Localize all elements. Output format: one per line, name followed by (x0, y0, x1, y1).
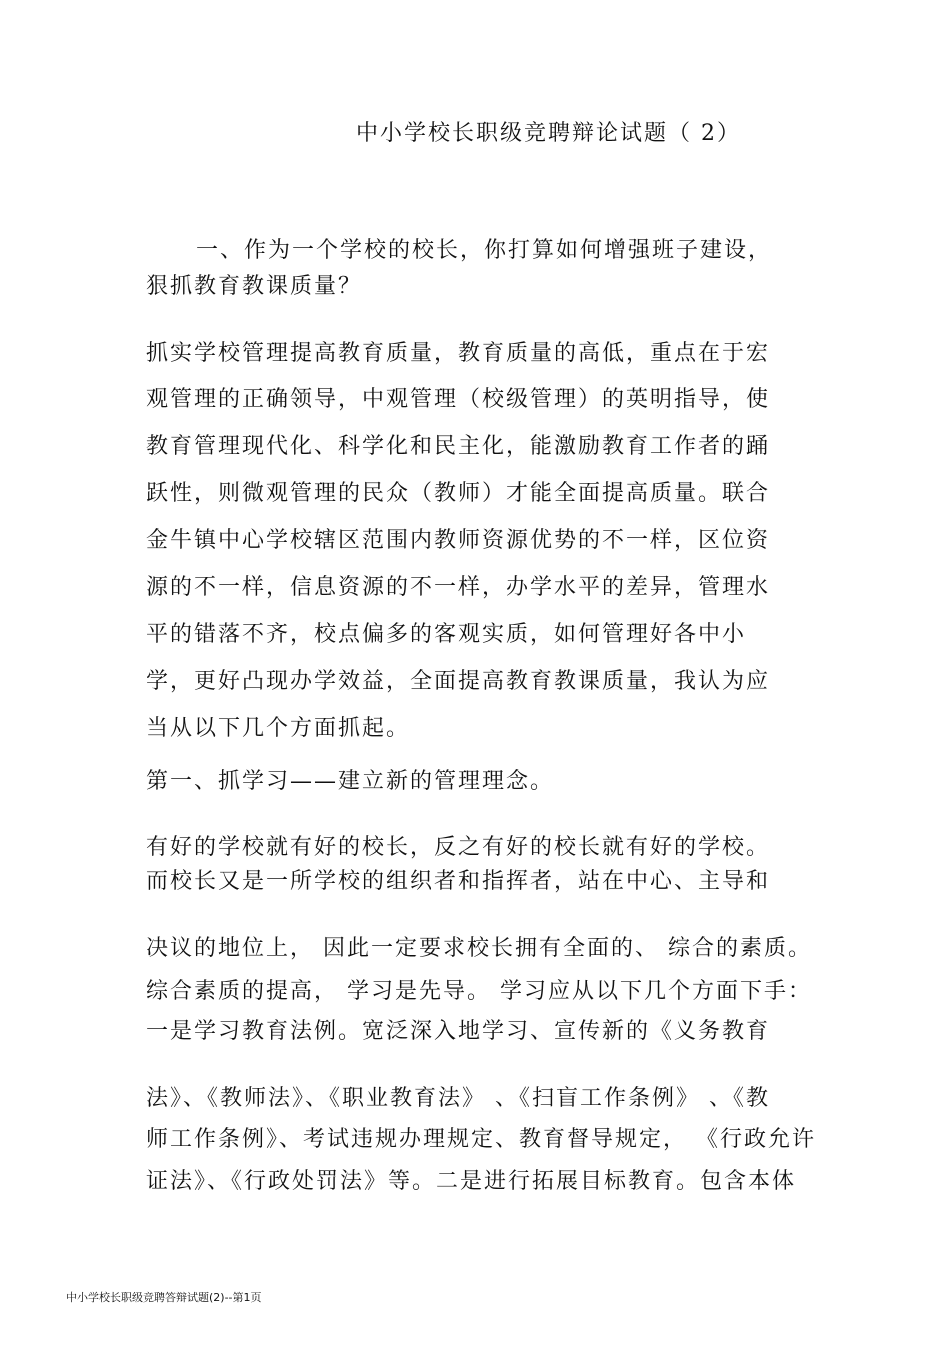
paragraph1-line-2: 观管理的正确领导，中观管理（校级管理）的英明指导，使 (146, 387, 771, 412)
question-line-2: 狠抓教育教课质量？ (146, 274, 363, 299)
paragraph1-line-5: 金牛镇中心学校辖区范围内教师资源优势的不一样，区位资 (146, 528, 771, 553)
paragraph1-line-4: 跃性，则微观管理的民众（教师）才能全面提高质量。联合 (146, 481, 771, 506)
paragraph1-line-1: 抓实学校管理提高教育质量，教育质量的高低，重点在于宏 (146, 341, 771, 366)
paragraph3-line-1: 决议的地位上， 因此一定要求校长拥有全面的、 综合的素质。 (146, 936, 812, 961)
paragraph3-line-2: 综合素质的提高， 学习是先导。 学习应从以下几个方面下手： (146, 979, 812, 1004)
paragraph1-line-8: 学，更好凸现办学效益，全面提高教育教课质量，我认为应 (146, 669, 771, 694)
paragraph1-line-3: 教育管理现代化、科学化和民主化，能激励教育工作者的踊 (146, 434, 771, 459)
page-footer: 中小学校长职级竞聘答辩试题(2)--第1页 (66, 1291, 262, 1304)
paragraph4-line-2: 师工作条例》、考试违规办理规定、教育督导规定， 《行政允许 (146, 1127, 816, 1152)
paragraph3-line-3: 一是学习教育法例。宽泛深入地学习、宣传新的《义务教育 (146, 1019, 771, 1044)
paragraph4-line-3: 证法》、《行政处罚法》等。二是进行拓展目标教育。包含本体 (146, 1169, 797, 1194)
question-line-1: 一、作为一个学校的校长，你打算如何增强班子建设， (196, 238, 773, 263)
paragraph2-line-1: 有好的学校就有好的校长，反之有好的校长就有好的学校。 (146, 835, 771, 860)
paragraph4-line-1: 法》、《教师法》、《职业教育法》 、《扫盲工作条例》 、《教 (146, 1086, 770, 1111)
section-heading-1: 第一、抓学习——建立新的管理理念。 (146, 769, 555, 794)
document-title: 中小学校长职级竞聘辩论试题（ 2） (356, 121, 741, 146)
paragraph2-line-2: 而校长又是一所学校的组织者和指挥者，站在中心、主导和 (146, 869, 771, 894)
paragraph1-line-7: 平的错落不齐，校点偏多的客观实质，如何管理好各中小 (146, 622, 747, 647)
paragraph1-line-9: 当从以下几个方面抓起。 (146, 716, 411, 741)
paragraph1-line-6: 源的不一样，信息资源的不一样，办学水平的差异，管理水 (146, 575, 771, 600)
